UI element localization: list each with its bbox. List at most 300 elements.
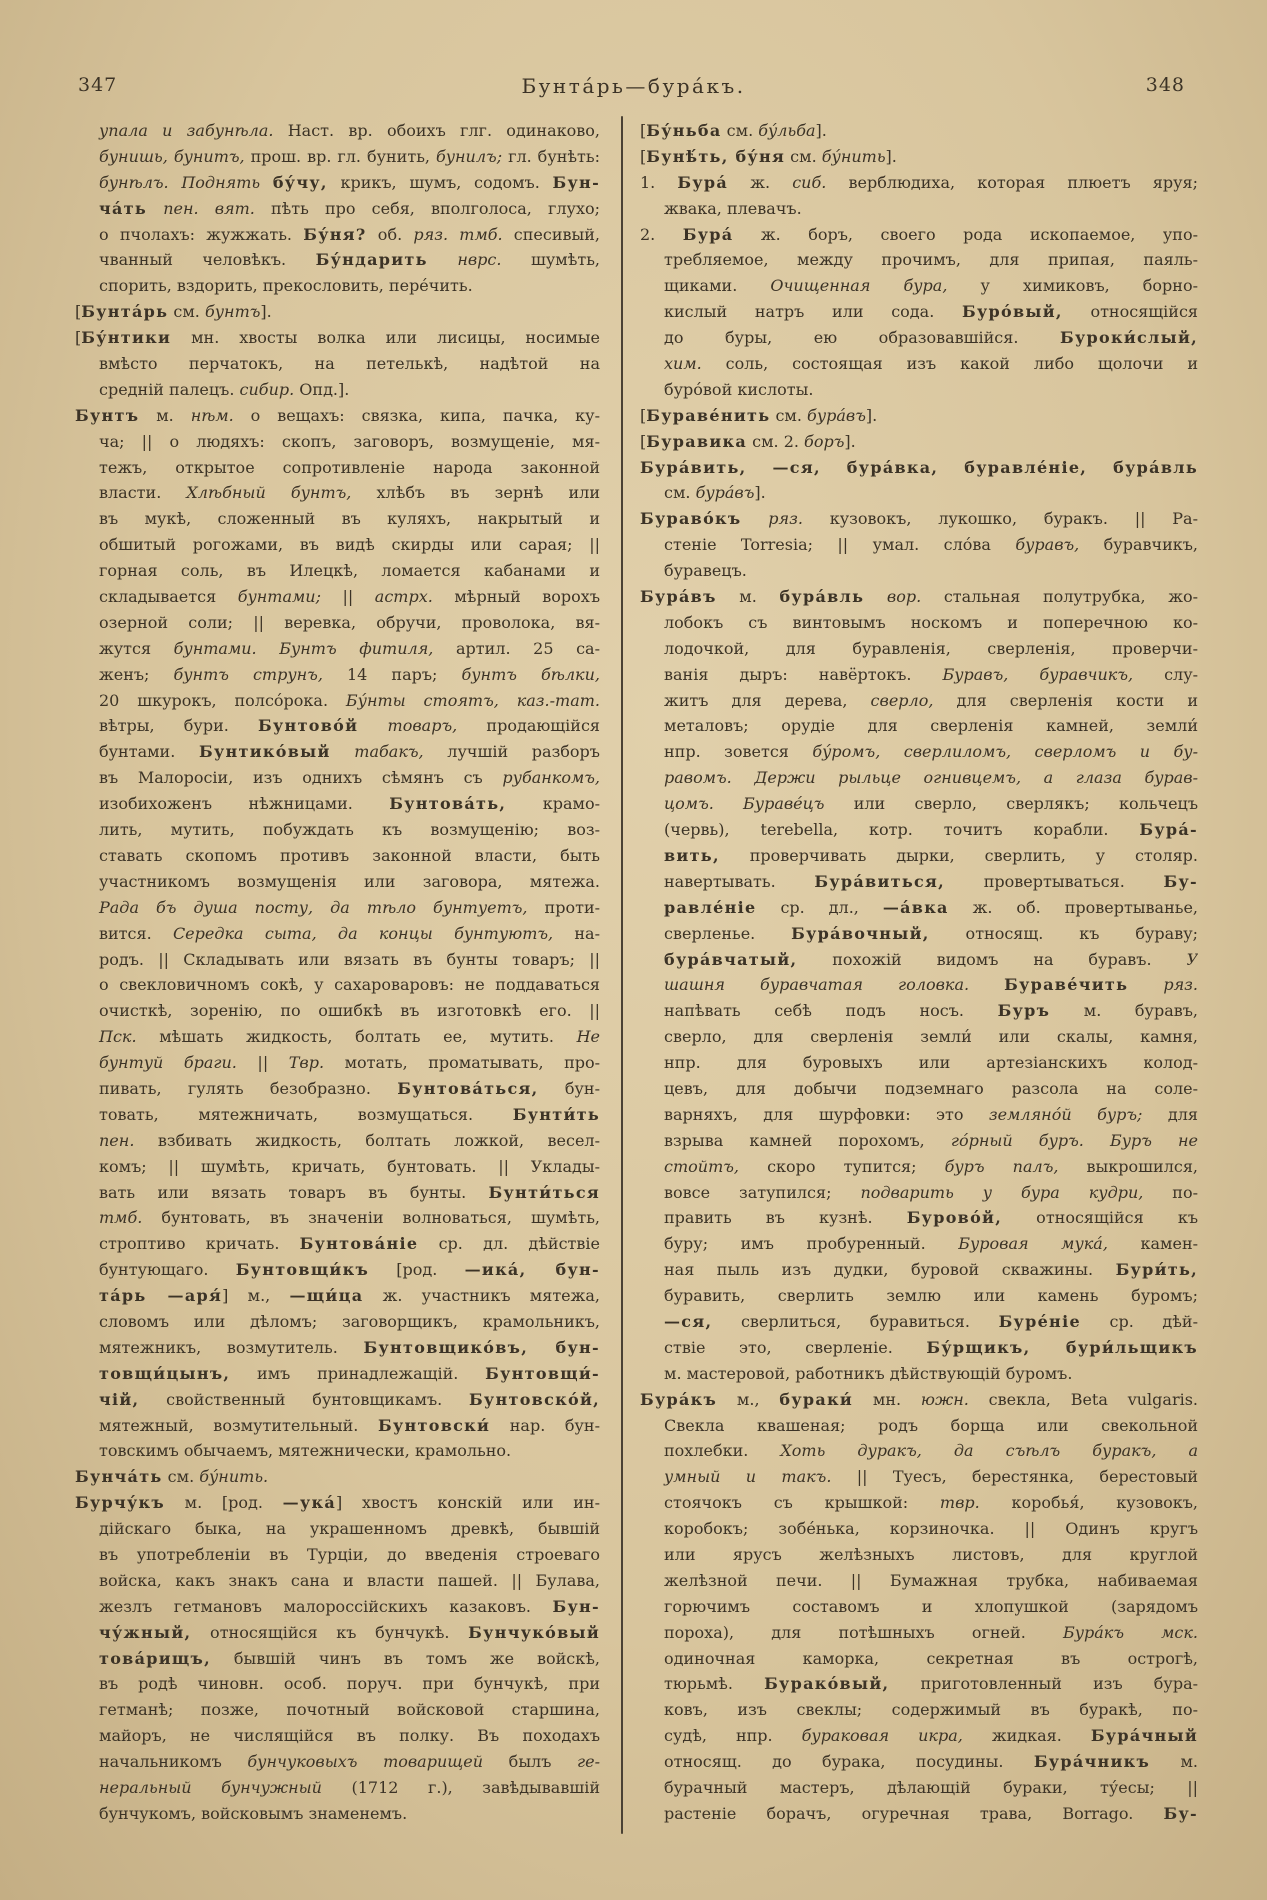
text-line [75, 1697, 600, 1723]
italic-text: бунтъ бѣлки, [461, 664, 600, 684]
text-line [640, 1516, 1198, 1542]
italic-text: астрх. [374, 587, 433, 607]
text-line [75, 1775, 600, 1801]
italic-text: буръ палъ, [944, 1156, 1059, 1176]
text-line [640, 921, 1198, 947]
plain-text: проти- [527, 897, 600, 917]
plain-text: лодочкой, для буравленія, сверленія, проверчи- [664, 638, 1198, 658]
text-line [640, 636, 1198, 662]
plain-text: см. [770, 405, 808, 425]
headword: Бун- [552, 172, 600, 192]
headword: Бун- [552, 1596, 600, 1616]
plain-text: мн. [853, 1389, 921, 1409]
italic-text: упала и забунѣла. [99, 121, 274, 140]
text-line [75, 1568, 600, 1594]
italic-text: Хлѣбный бунтъ, [186, 483, 352, 503]
text-line [640, 196, 1198, 222]
headword: равлéніе [664, 897, 757, 917]
plain-text: [ [640, 405, 647, 425]
plain-text: верблюдиха, которая плюетъ яруя; [826, 172, 1198, 192]
plain-text [428, 250, 458, 269]
text-line [75, 1257, 600, 1283]
headword: Буравéнить [646, 405, 771, 425]
plain-text: бунчукомъ, войсковымъ знаменемъ. [99, 1803, 408, 1823]
plain-text: относящійся [1062, 302, 1198, 322]
plain-text: ставать скопомъ противъ законной власти, быть [99, 845, 600, 865]
plain-text: м. [139, 405, 191, 425]
text-line [75, 403, 600, 429]
headword: чáть [99, 198, 148, 218]
text-line [75, 972, 600, 998]
plain-text: м. мастеровой, работникъ дѣйствующій буромъ. [664, 1363, 1073, 1383]
headword: Бу- [1163, 1803, 1198, 1823]
plain-text: похожій видомъ на буравъ. [797, 949, 1187, 969]
plain-text: мѣшать жидкость, болтать ее, мутить. [136, 1027, 577, 1047]
plain-text: шумѣть, [501, 250, 600, 270]
headword: Бунтикóвый [198, 742, 331, 762]
italic-text: землянóй буръ; [988, 1104, 1143, 1124]
headword: бу́чу, [272, 172, 328, 192]
plain-text: см. [162, 1467, 200, 1487]
plain-text: стеніе Torresia; || умал. слóва [664, 535, 1016, 555]
plain-text: ]. [885, 146, 897, 166]
headword: Бурчу́къ [75, 1493, 165, 1513]
text-line [640, 713, 1198, 739]
italic-text: шашня буравчатая головка. [664, 975, 970, 995]
plain-text: лить, мутить, побуждать къ возмущенію; воз- [99, 820, 600, 840]
plain-text: о пчолахъ: жужжать. [99, 224, 304, 244]
italic-text: бунилъ; [435, 146, 503, 166]
text-line [75, 273, 600, 299]
italic-text: ряз. [1163, 975, 1198, 995]
plain-text: см. [785, 146, 822, 166]
text-line [75, 532, 600, 558]
italic-text: мск. [1161, 1622, 1198, 1642]
plain-text: приготовленный изъ бура- [889, 1674, 1198, 1694]
text-line [640, 610, 1198, 636]
text-line [75, 1154, 600, 1180]
plain-text: свекла, Beta vulgaris. [968, 1389, 1198, 1409]
italic-text: сиб. [792, 172, 827, 192]
text-line [75, 1361, 600, 1387]
column-right [640, 118, 1198, 1827]
headword: Бунтовщи́къ [235, 1260, 370, 1280]
text-line [75, 196, 600, 222]
text-line [640, 1309, 1198, 1335]
plain-text: или сверло, сверлякъ; кольчецъ [824, 794, 1198, 814]
text-line [640, 817, 1198, 843]
plain-text: въ Малоросіи, изъ однихъ сѣмянъ съ [99, 768, 503, 788]
italic-text: гóрный буръ. Буръ не [950, 1130, 1198, 1150]
headword: Бурáвиться, [814, 871, 946, 891]
text-line [640, 1775, 1198, 1801]
italic-text: боръ [804, 431, 845, 451]
text-line [640, 351, 1198, 377]
plain-text: ]. [260, 302, 272, 322]
text-line [640, 1620, 1198, 1646]
text-line [75, 1723, 600, 1749]
headword: товщи́цынъ, [99, 1363, 231, 1383]
headword: Бури́ть, [1115, 1260, 1198, 1280]
plain-text [499, 691, 517, 710]
plain-text: править въ кузнѣ. [664, 1208, 907, 1228]
headword: Бунтáрь [81, 302, 169, 322]
italic-text: Очищенная бура, [770, 276, 948, 296]
plain-text: горючимъ составомъ и хлопушкой (зарядомъ [664, 1596, 1198, 1616]
text-line [75, 662, 600, 688]
plain-text: буравчикъ, [1079, 535, 1198, 555]
plain-text: для сверленія кости и [933, 690, 1198, 710]
plain-text: ж. [728, 172, 793, 192]
text-line [640, 1076, 1198, 1102]
plain-text: товать, мятежничать, возмущаться. [99, 1104, 513, 1124]
plain-text: взбивать жидкость, болтать ложкой, весел- [134, 1130, 600, 1150]
plain-text: обшитый рогожами, въ видѣ скирды или сарая; || [99, 535, 600, 555]
plain-text: см. [168, 302, 205, 322]
text-line [75, 1646, 600, 1672]
text-line [75, 118, 600, 144]
text-line [75, 610, 600, 636]
plain-text: м., [717, 1389, 780, 1409]
text-line [640, 895, 1198, 921]
text-line [75, 144, 600, 170]
page-header [0, 74, 1267, 104]
headword: Бунтъ [75, 405, 140, 425]
text-line [640, 273, 1198, 299]
plain-text: ср. дл. дѣйствіе [418, 1234, 600, 1254]
headword: чій, [99, 1389, 140, 1409]
plain-text: ковъ, изъ свеклы; содержимый въ буракѣ, по- [664, 1700, 1198, 1720]
plain-text: бунтами. [99, 742, 199, 762]
text-line [75, 1620, 600, 1646]
text-line [640, 1283, 1198, 1309]
italic-text: Бурáкъ [1062, 1622, 1124, 1642]
text-line [75, 921, 600, 947]
text-line [75, 1438, 600, 1464]
text-line [640, 170, 1198, 196]
plain-text: щиками. [664, 276, 771, 296]
headword: Бунчукóвый [468, 1622, 600, 1642]
italic-text: подварить у бура кудри, [860, 1182, 1144, 1202]
plain-text: похлебки. [664, 1441, 781, 1461]
headword: Бурáвить, —ся, бурáвка, буравлéніе, бурáвль [640, 457, 1198, 477]
plain-text: || Туесъ, берестянка, берестовый [831, 1467, 1198, 1487]
text-line [640, 1205, 1198, 1231]
plain-text: м. [род. [164, 1493, 283, 1513]
text-line [640, 1102, 1198, 1128]
plain-text: взрыва камней порохомъ, [664, 1130, 951, 1150]
text-line [75, 1335, 600, 1361]
italic-text: Не [576, 1027, 600, 1047]
headword: Бурáвъ [640, 587, 717, 607]
plain-text: соль, состоящая изъ какой либо щолочи и [701, 354, 1198, 374]
plain-text: власти. [99, 483, 187, 503]
headword: —áвка [882, 897, 949, 917]
text-line [640, 1490, 1198, 1516]
text-line [640, 1438, 1198, 1464]
headword: Бурá- [1139, 820, 1198, 840]
text-line [640, 1801, 1198, 1827]
plain-text: горная соль, въ Илецкѣ, ломается кабанами и [99, 561, 600, 581]
plain-text: стоячокъ съ крышкой: [664, 1493, 940, 1513]
italic-text: бунчуковыхъ товарищей [247, 1752, 484, 1772]
text-line [75, 1387, 600, 1413]
plain-text: металовъ; орудіе для сверленія камней, земли́ [664, 716, 1198, 736]
italic-text: бунтами; [237, 587, 321, 607]
text-line [75, 1180, 600, 1206]
plain-text: спорить, вздорить, прекословить, перéчить. [99, 276, 473, 296]
plain-text: о свекловичномъ сокѣ, у сахароваровъ: не поддаваться [99, 975, 600, 995]
plain-text: [ [640, 431, 647, 451]
plain-text: лучшій разборъ [423, 742, 600, 762]
plain-text: гл. бунѣть: [502, 146, 600, 166]
headword: Буроки́слый, [1060, 328, 1198, 348]
plain-text: ср. дѣй- [1080, 1311, 1198, 1331]
plain-text: кислый натръ или сода. [664, 302, 962, 322]
text-line [640, 843, 1198, 869]
headword: Буръ [997, 1001, 1051, 1021]
plain-text: пѣть про себя, вполголоса, глухо; [254, 198, 600, 218]
plain-text: участникомъ возмущенія или заговора, мятежа. [99, 871, 600, 891]
plain-text: жидкая. [962, 1726, 1091, 1746]
plain-text: гетманѣ; позже, почотный войсковой старшина, [99, 1700, 600, 1720]
headword: Буровóй, [906, 1208, 1003, 1228]
plain-text: ] м., [222, 1286, 290, 1306]
headword: Бурóвый, [961, 302, 1063, 322]
text-line [640, 1671, 1198, 1697]
plain-text: тежъ, открытое сопротивленіе народа законной [99, 457, 600, 477]
italic-text: равомъ. Держи рыльце огнивцемъ, а глаза бурав- [664, 768, 1198, 788]
headword: Бунтовáть, [389, 794, 507, 814]
text-line [75, 1801, 600, 1827]
headword: Бурáчникъ [1033, 1752, 1151, 1772]
italic-text: бу́нить [821, 146, 886, 166]
plain-text: камен- [1107, 1234, 1198, 1254]
plain-text: мотать, проматывать, про- [324, 1053, 600, 1073]
italic-text: Бу́нты стоятъ, [345, 690, 499, 710]
plain-text: средній палецъ. [99, 379, 240, 399]
plain-text [969, 975, 1004, 994]
text-line [75, 455, 600, 481]
italic-text: Пск. [99, 1027, 137, 1047]
text-line [640, 532, 1198, 558]
headword: Бунти́ть [512, 1104, 600, 1124]
plain-text: комъ; || шумѣть, кричать, бунтовать. || Уклады- [99, 1156, 600, 1176]
plain-text: свойственный бунтовщикамъ. [139, 1389, 469, 1409]
headword: товáрищъ, [99, 1648, 211, 1668]
plain-text [260, 173, 273, 192]
plain-text: женъ; [99, 664, 174, 684]
text-line [640, 299, 1198, 325]
text-line [75, 1231, 600, 1257]
headword: Бунтовскóй, [468, 1389, 600, 1409]
text-line [75, 506, 600, 532]
text-line [640, 1154, 1198, 1180]
text-line [640, 998, 1198, 1024]
headword: —щи́ца [289, 1286, 364, 1306]
plain-text: буравецъ. [664, 561, 747, 581]
italic-text: ге- [577, 1752, 600, 1772]
italic-text: ряз. тмб. [413, 224, 503, 244]
plain-text: ча; || о людяхъ: скопъ, заговоръ, возмущеніе, мя- [99, 431, 600, 451]
text-line [75, 1594, 600, 1620]
text-line [75, 1050, 600, 1076]
headword: Бурá [682, 224, 734, 244]
italic-text: стойтъ, [664, 1156, 739, 1176]
italic-text: хим. [664, 354, 702, 374]
italic-text: каз.-тат. [516, 690, 600, 710]
plain-text: бывшій чинъ въ томъ же войскѣ, [210, 1648, 600, 1668]
text-line [640, 1335, 1198, 1361]
plain-text: изобихоженъ нѣжницами. [99, 794, 390, 814]
plain-text: см. [664, 483, 696, 503]
plain-text: вится. [99, 923, 173, 943]
italic-text: нврс. [457, 250, 502, 270]
plain-text: нар. бун- [490, 1415, 600, 1435]
italic-text: бунишь, бунитъ, [99, 146, 245, 166]
text-line [75, 480, 600, 506]
plain-text: слу- [1133, 664, 1198, 684]
column-divider [621, 116, 623, 1834]
text-line [75, 1283, 600, 1309]
headword: Бунтовски́ [377, 1415, 491, 1435]
italic-text: пен. [99, 1130, 135, 1150]
plain-text: лобокъ съ винтовымъ носкомъ и поперечною ко- [664, 612, 1198, 632]
plain-text: бун- [538, 1078, 600, 1098]
plain-text: ж. об. провертыванье, [948, 897, 1198, 917]
italic-text: табакъ, [354, 742, 424, 762]
italic-text: тмб. [99, 1208, 143, 1228]
italic-text: рубанкомъ, [502, 768, 600, 788]
plain-text: Опд.]. [294, 379, 350, 399]
plain-text [147, 199, 163, 218]
text-line [640, 247, 1198, 273]
plain-text: житъ для дерева, [664, 690, 871, 710]
plain-text: продающійся [457, 716, 600, 736]
text-line [75, 1128, 600, 1154]
plain-text: [ [75, 302, 82, 322]
text-line [640, 325, 1198, 351]
headword: —икá, бун- [464, 1260, 600, 1280]
plain-text: мятежный, возмутительный. [99, 1415, 378, 1435]
plain-text: до буры, ею образовавшійся. [664, 328, 1060, 348]
headword: Бурáчный [1090, 1726, 1198, 1746]
italic-text: Середка сыта, да концы бунтуютъ, [172, 923, 554, 943]
plain-text: товскимъ обычаемъ, мятежнически, крамольно. [99, 1441, 512, 1461]
plain-text: [ [75, 328, 82, 348]
plain-text: бурачный мастеръ, дѣлающій бураки, ту́есы; || [664, 1778, 1198, 1797]
plain-text: буравить, сверлить землю или камень буромъ; [664, 1286, 1198, 1306]
italic-text: бураковая икра, [801, 1726, 963, 1746]
plain-text: Свекла квашеная; родъ борща или свекольной [664, 1415, 1198, 1435]
page-number-right: 348 [1145, 74, 1185, 96]
plain-text: въ употребленіи въ Турціи, до введенія строеваго [99, 1544, 600, 1564]
italic-text: бурáвъ [695, 483, 755, 503]
text-line [75, 351, 600, 377]
plain-text: былъ [483, 1752, 578, 1772]
text-line [640, 1542, 1198, 1568]
plain-text: сверло, для сверленія земли́ или скалы, камня, [664, 1027, 1198, 1047]
text-line [75, 299, 600, 325]
plain-text: скоро тупится; [739, 1156, 945, 1176]
text-line [640, 455, 1198, 481]
plain-text: ]. [754, 483, 766, 503]
headword: чу́жный, [99, 1622, 192, 1642]
italic-text: бунтами. Бунтъ фитиля, [173, 638, 434, 658]
headword: —ся, [664, 1311, 713, 1331]
plain-text [864, 587, 887, 606]
plain-text: || [320, 587, 375, 607]
text-line [640, 1723, 1198, 1749]
text-line [640, 765, 1198, 791]
italic-text: бурáвъ [807, 405, 866, 425]
text-line [75, 558, 600, 584]
text-line [640, 118, 1198, 144]
text-line [640, 1361, 1198, 1387]
text-line [75, 1024, 600, 1050]
plain-text: выкрошился, [1058, 1156, 1198, 1176]
plain-text: нпр. для буровыхъ или артезіанскихъ колод- [664, 1053, 1198, 1073]
plain-text: напѣвать себѣ подъ носъ. [664, 1001, 998, 1021]
headword: Бунтовщикóвъ, бун- [363, 1337, 600, 1357]
plain-text: [ [640, 121, 647, 140]
text-line [75, 947, 600, 973]
italic-text: бунтуй браги. [99, 1053, 237, 1073]
text-line [640, 972, 1198, 998]
plain-text: складывается [99, 587, 238, 607]
plain-text: озерной соли; || веревка, обручи, проволока, вя- [99, 612, 600, 632]
headword: Бунти́ться [488, 1182, 600, 1202]
headword: бураки́ [779, 1389, 854, 1409]
headword: Бу- [1163, 871, 1198, 891]
plain-text: относящ. до бурака, посудины. [664, 1752, 1034, 1772]
text-line [640, 377, 1198, 403]
text-line [75, 584, 600, 610]
plain-text: ] хвостъ конскій или ин- [336, 1493, 600, 1513]
plain-text: провертываться. [945, 871, 1164, 891]
text-line [75, 843, 600, 869]
italic-text: бунѣлъ. Поднять [99, 172, 261, 192]
plain-text: относящ. къ бураву; [929, 923, 1198, 943]
plain-text: ]. [844, 431, 856, 451]
plain-text: очисткѣ, зоренію, по ошибкѣ въ изготовкѣ его. || [99, 1001, 600, 1021]
plain-text: сверленье. [664, 923, 792, 943]
plain-text: строптиво кричать. [99, 1234, 300, 1254]
italic-text: буравъ, [1015, 535, 1080, 555]
italic-text: сверло, [870, 690, 934, 710]
text-line [640, 869, 1198, 895]
headword: Бурá [677, 172, 729, 192]
text-line [75, 1464, 600, 1490]
plain-text: вѣтры, бури. [99, 716, 259, 736]
plain-text: ванія дыръ: навёртокъ. [664, 664, 943, 684]
plain-text: ж. боръ, своего рода ископаемое, упо- [733, 224, 1198, 244]
text-line [640, 222, 1198, 248]
plain-text: Наст. вр. обоихъ глг. одинаково, [273, 121, 600, 140]
headword: Бурéніе [998, 1311, 1081, 1331]
plain-text: стальная полутрубка, жо- [921, 587, 1198, 607]
text-line [640, 1387, 1198, 1413]
plain-text: родъ. || Складывать или вязать въ бунты товаръ; || [99, 949, 600, 969]
text-line [75, 1516, 600, 1542]
italic-text: бу́нить. [199, 1467, 269, 1487]
italic-text: вор. [886, 587, 922, 607]
plain-text: (1712 г.), завѣдывавшій [321, 1778, 600, 1797]
headword: Бунтовóй [258, 716, 359, 736]
plain-text: войска, какъ знакъ сана и власти пашей. || Булава, [99, 1570, 600, 1590]
italic-text: Хоть дуракъ, да съѣлъ буракъ, а [780, 1441, 1198, 1461]
plain-text: ная пыль изъ дудки, буровой скважины. [664, 1260, 1116, 1280]
